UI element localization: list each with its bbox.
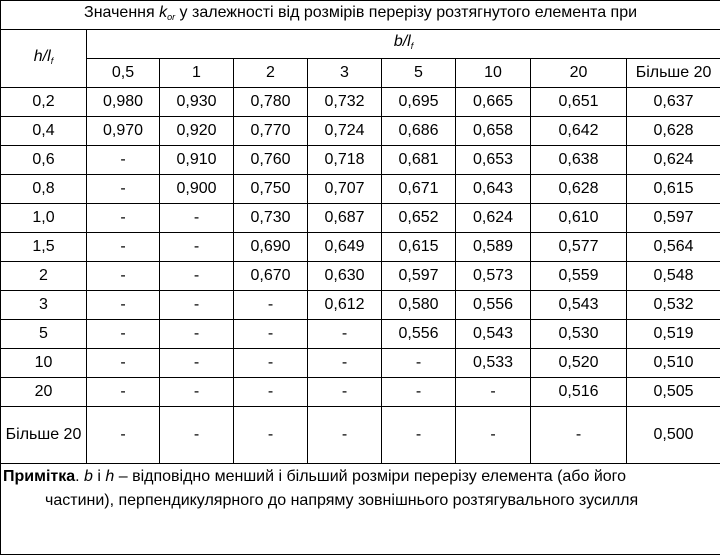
table-cell: 0,624 xyxy=(627,146,720,175)
table-cell: 0,686 xyxy=(382,117,456,146)
row-label: 1,0 xyxy=(1,204,87,233)
table-cell: 0,930 xyxy=(160,88,234,117)
table-row xyxy=(1,146,720,175)
note-text-1: – відповідно менший і більший розміри перерізу елемента (або його xyxy=(114,468,626,485)
table-cell: - xyxy=(160,320,234,349)
table-cell: 0,980 xyxy=(87,88,160,117)
table-cell: - xyxy=(456,407,531,464)
row-label: 0,6 xyxy=(1,146,87,175)
table-cell: 0,670 xyxy=(234,262,308,291)
row-label: 5 xyxy=(1,320,87,349)
note-line-2: частини), перпендикулярного до напряму зовнішнього розтягувального зусилля xyxy=(3,489,718,513)
note-dot: . xyxy=(75,468,84,485)
column-axis-subscript: f xyxy=(411,41,414,51)
table-cell: 0,548 xyxy=(627,262,720,291)
table-cell: - xyxy=(234,378,308,407)
table-note xyxy=(1,464,720,555)
note-line-1 xyxy=(3,465,718,489)
table-title xyxy=(1,1,720,30)
table-row xyxy=(1,204,720,233)
row-label: 20 xyxy=(1,378,87,407)
row-label: 1,5 xyxy=(1,233,87,262)
table-cell: - xyxy=(87,291,160,320)
table-cell: 0,564 xyxy=(627,233,720,262)
table-cell: 0,718 xyxy=(308,146,382,175)
table-cell: 0,681 xyxy=(382,146,456,175)
column-header: Більше 20 xyxy=(627,59,720,88)
table-cell: 0,533 xyxy=(456,349,531,378)
row-label: 0,2 xyxy=(1,88,87,117)
title-suffix: у залежності від розмірів перерізу розтягнутого елемента при xyxy=(175,4,637,21)
note-label: Примітка xyxy=(3,468,75,485)
column-axis-label: b/l xyxy=(394,33,411,50)
table-row xyxy=(1,407,720,464)
table-cell: 0,624 xyxy=(456,204,531,233)
row-axis-label: h/l xyxy=(34,48,51,65)
table-cell: 0,577 xyxy=(531,233,627,262)
table-cell: - xyxy=(87,349,160,378)
column-header: 1 xyxy=(160,59,234,88)
table-cell: 0,597 xyxy=(382,262,456,291)
title-prefix: Значення xyxy=(84,4,159,21)
table-row xyxy=(1,88,720,117)
table-cell: - xyxy=(456,378,531,407)
table-row xyxy=(1,291,720,320)
table-row xyxy=(1,320,720,349)
table-cell: - xyxy=(160,262,234,291)
table-cell: 0,556 xyxy=(382,320,456,349)
table-cell: 0,649 xyxy=(308,233,382,262)
column-header: 2 xyxy=(234,59,308,88)
row-axis-header xyxy=(1,30,87,88)
table-cell: 0,505 xyxy=(627,378,720,407)
table-cell: - xyxy=(87,378,160,407)
table-cell: 0,612 xyxy=(308,291,382,320)
title-k-symbol: k xyxy=(159,4,167,21)
table-cell: 0,730 xyxy=(234,204,308,233)
table-cell: 0,642 xyxy=(531,117,627,146)
table-cell: - xyxy=(234,349,308,378)
table-cell: 0,500 xyxy=(627,407,720,464)
table-cell: - xyxy=(308,378,382,407)
table-cell: 0,732 xyxy=(308,88,382,117)
table-cell: 0,750 xyxy=(234,175,308,204)
row-axis-subscript: f xyxy=(51,56,54,66)
table-cell: 0,519 xyxy=(627,320,720,349)
table-cell: - xyxy=(160,407,234,464)
table-cell: 0,690 xyxy=(234,233,308,262)
table-cell: - xyxy=(234,291,308,320)
table-cell: 0,610 xyxy=(531,204,627,233)
column-axis-header xyxy=(87,30,720,59)
table-cell: - xyxy=(234,320,308,349)
table-cell: 0,651 xyxy=(531,88,627,117)
table-cell: 0,516 xyxy=(531,378,627,407)
table-row xyxy=(1,262,720,291)
row-label: 0,4 xyxy=(1,117,87,146)
table-cell: 0,589 xyxy=(456,233,531,262)
table-cell: 0,556 xyxy=(456,291,531,320)
table-row xyxy=(1,349,720,378)
column-header: 0,5 xyxy=(87,59,160,88)
note-and: і xyxy=(93,468,105,485)
table-cell: 0,615 xyxy=(627,175,720,204)
table-cell: - xyxy=(87,233,160,262)
column-header: 3 xyxy=(308,59,382,88)
table-cell: 0,628 xyxy=(531,175,627,204)
table-cell: - xyxy=(160,291,234,320)
row-label: Більше 20 xyxy=(1,407,87,464)
table-cell: - xyxy=(160,204,234,233)
table-row xyxy=(1,378,720,407)
table-cell: 0,695 xyxy=(382,88,456,117)
table-cell: 0,724 xyxy=(308,117,382,146)
table-cell: 0,671 xyxy=(382,175,456,204)
table-cell: - xyxy=(160,233,234,262)
table-row xyxy=(1,175,720,204)
table-cell: 0,770 xyxy=(234,117,308,146)
table-cell: 0,630 xyxy=(308,262,382,291)
row-label: 3 xyxy=(1,291,87,320)
row-label: 2 xyxy=(1,262,87,291)
table-cell: 0,643 xyxy=(456,175,531,204)
table-cell: 0,900 xyxy=(160,175,234,204)
table-cell: - xyxy=(308,320,382,349)
table-cell: 0,615 xyxy=(382,233,456,262)
table-cell: 0,580 xyxy=(382,291,456,320)
table-cell: 0,543 xyxy=(531,291,627,320)
column-header: 10 xyxy=(456,59,531,88)
table-cell: 0,658 xyxy=(456,117,531,146)
table-cell: 0,780 xyxy=(234,88,308,117)
table-cell: - xyxy=(87,204,160,233)
column-header: 5 xyxy=(382,59,456,88)
table-cell: 0,628 xyxy=(627,117,720,146)
note-h-symbol: h xyxy=(105,468,114,485)
table-cell: 0,543 xyxy=(456,320,531,349)
table-cell: - xyxy=(308,349,382,378)
table-row xyxy=(1,233,720,262)
table-cell: - xyxy=(87,262,160,291)
table-cell: 0,652 xyxy=(382,204,456,233)
table-row xyxy=(1,117,720,146)
table-cell: - xyxy=(87,146,160,175)
table-cell: - xyxy=(531,407,627,464)
table-cell: - xyxy=(87,407,160,464)
table-cell: - xyxy=(234,407,308,464)
table-cell: 0,760 xyxy=(234,146,308,175)
table-cell: 0,653 xyxy=(456,146,531,175)
table-cell: 0,638 xyxy=(531,146,627,175)
table-cell: 0,707 xyxy=(308,175,382,204)
row-label: 10 xyxy=(1,349,87,378)
row-label: 0,8 xyxy=(1,175,87,204)
table-cell: 0,920 xyxy=(160,117,234,146)
table-cell: - xyxy=(382,407,456,464)
table-cell: 0,573 xyxy=(456,262,531,291)
table-cell: 0,559 xyxy=(531,262,627,291)
table-cell: 0,910 xyxy=(160,146,234,175)
table-cell: - xyxy=(87,320,160,349)
table-cell: - xyxy=(160,349,234,378)
table-cell: - xyxy=(87,175,160,204)
table-cell: - xyxy=(160,378,234,407)
table-cell: 0,687 xyxy=(308,204,382,233)
table-cell: - xyxy=(308,407,382,464)
table-cell: 0,970 xyxy=(87,117,160,146)
table-cell: 0,510 xyxy=(627,349,720,378)
table-cell: - xyxy=(382,378,456,407)
table-cell: - xyxy=(382,349,456,378)
title-k-subscript: or xyxy=(167,12,175,22)
table-cell: 0,520 xyxy=(531,349,627,378)
column-header: 20 xyxy=(531,59,627,88)
table-cell: 0,530 xyxy=(531,320,627,349)
table-cell: 0,665 xyxy=(456,88,531,117)
table-cell: 0,532 xyxy=(627,291,720,320)
note-b-symbol: b xyxy=(84,468,93,485)
table-cell: 0,637 xyxy=(627,88,720,117)
table-cell: 0,597 xyxy=(627,204,720,233)
